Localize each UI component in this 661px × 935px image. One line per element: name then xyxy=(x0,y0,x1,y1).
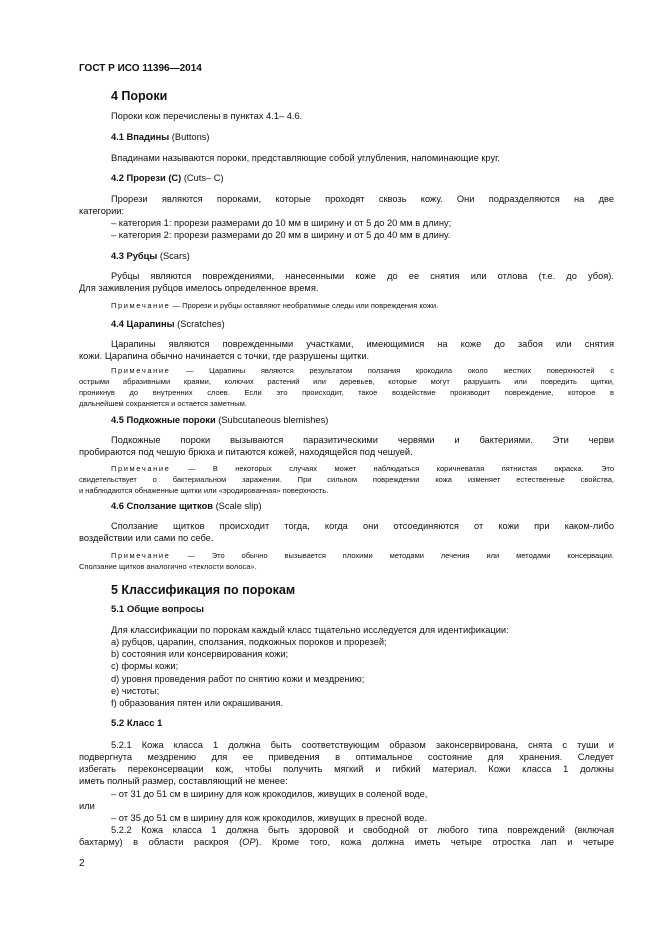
subsection-4-4-heading xyxy=(111,318,225,330)
subsection-number: 4.4 Царапины xyxy=(111,319,175,329)
note xyxy=(111,301,438,311)
subsection-english: (Subcutaneous blemishes) xyxy=(215,415,329,425)
subsection-5-1-title: 5.1 Общие вопросы xyxy=(111,604,205,615)
paragraph: Для классификации по порокам каждый класс тщательно исследуется для идентификации: xyxy=(111,625,509,635)
list-item: – категория 2: прорези размерами до 20 мм в ширину и от 5 до 40 мм в длину. xyxy=(111,230,451,240)
subsection-number: 4.5 Подкожные пороки xyxy=(111,415,216,425)
paragraph-line: категории: xyxy=(79,206,125,216)
subsection-4-6-heading xyxy=(111,500,262,512)
text-fragment: ). Кроме того, кожа должна иметь четыре отростка лап и четыре xyxy=(255,837,614,847)
subsection-number: 4.6 Сползание щитков xyxy=(111,501,213,511)
subsection-english: (Scars) xyxy=(157,251,190,261)
paragraph: Впадинами называются пороки, представляющие собой углубления, напоминающие круг. xyxy=(111,153,500,163)
paragraph-line: 5.2.1 Кожа класса 1 должна быть соответствующим образом законсервирована, снята с туши и xyxy=(111,740,614,750)
note-line xyxy=(111,551,614,561)
paragraph-line: пробираются под чешую брюха и питаются кожей, находящейся под чешуей. xyxy=(79,447,413,457)
note-line: Сползание щитков аналогично «теклости волоса». xyxy=(79,562,257,571)
paragraph-line: Для заживления рубцов имелось определенное время. xyxy=(79,283,319,293)
subsection-number: 4.1 Впадины xyxy=(111,132,170,142)
subsection-4-2-heading xyxy=(111,172,224,184)
text-fragment: бахтарму) в области раскроя ( xyxy=(79,837,243,847)
paragraph-line: воздействии или сами по себе. xyxy=(79,533,214,543)
subsection-5-2-title: 5.2 Класс 1 xyxy=(111,718,163,729)
list-item: b) состояния или консервирования кожи; xyxy=(111,649,289,659)
note-text: — Это обычно вызывается плохими методами лечения или методами консервации. xyxy=(170,551,614,560)
subsection-4-5-heading xyxy=(111,414,328,426)
list-item: c) формы кожи; xyxy=(111,661,179,671)
paragraph-line: избегать переконсервации кож, чтобы получить мягкий и гибкий материал. Кожи класса 1 должны xyxy=(79,764,614,774)
note-line: дальнейшем сохраняется и остается заметным. xyxy=(79,399,247,408)
note-line xyxy=(111,464,614,474)
note-label: Примечание xyxy=(111,301,171,310)
subsection-number: 4.2 Прорези (С) xyxy=(111,173,182,183)
subsection-english: (Cuts– С) xyxy=(181,173,224,183)
note-label: Примечание xyxy=(111,366,171,375)
paragraph-line: Рубцы являются повреждениями, нанесенными коже до ее снятия или отлова (т.е. до убоя). xyxy=(111,271,614,281)
subsection-4-1-heading xyxy=(111,131,210,143)
paragraph-line: Подкожные пороки вызываются паразитическими червями и бактериями. Эти черви xyxy=(111,435,614,445)
subsection-english: (Scratches) xyxy=(174,319,225,329)
document-header: ГОСТ Р ИСО 11396—2014 xyxy=(79,63,202,74)
paragraph-line: Сползание щитков происходит тогда, когда они отсоединяются от кожи при каком-либо xyxy=(111,521,614,531)
paragraph-line: иметь полный размер, составляющий не менее: xyxy=(79,776,288,786)
note-label: Примечание xyxy=(111,551,171,560)
note-line: свидетельствует о бактериальном заражении. При сильном повреждении кожа изменяет естественные свойства, xyxy=(79,475,614,484)
list-item: – категория 1: прорези размерами до 10 мм в ширину и от 5 до 20 мм в длину; xyxy=(111,218,452,228)
section-5-title: 5 Классификация по порокам xyxy=(111,583,296,597)
page-number: 2 xyxy=(79,858,85,869)
note-text: — Царапины являются результатом ползания крокодила около жестких поверхностей с xyxy=(170,366,614,375)
list-item: d) уровня проведения работ по снятию кожи и мездрению; xyxy=(111,674,365,684)
text-italic: ОР xyxy=(242,837,256,847)
list-item: a) рубцов, царапин, сползания, подкожных пороков и прорезей; xyxy=(111,637,387,647)
note-line xyxy=(111,366,614,376)
list-item: – от 35 до 51 см в ширину для кож крокодилов, живущих в пресной воде. xyxy=(111,813,428,823)
paragraph-line: Прорези являются пороками, которые проходят сквозь кожу. Они подразделяются на две xyxy=(111,194,614,204)
subsection-number: 4.3 Рубцы xyxy=(111,251,158,261)
subsection-english: (Buttons) xyxy=(169,132,210,142)
paragraph-line: подвергнута мездрению для ее приведения в оптимальное состояние для хранения. Следует xyxy=(79,752,614,762)
paragraph-line: кожи. Царапина обычно начинается с точки, где разрушены щитки. xyxy=(79,351,370,361)
paragraph-line xyxy=(79,836,614,848)
note-line: проникнув до внутренних слоев. Если это происходит, такое воздействие производит повреждение, которое в xyxy=(79,388,614,397)
note-line: острыми абразивными краями, колючих растений или деревьев, которые могут разрушить или повредить щитки, xyxy=(79,377,614,386)
note-line: и наблюдаются обнаженные щитки или «эродированная» поверхность. xyxy=(79,486,329,495)
list-item: e) чистоты; xyxy=(111,686,160,696)
section-4-title: 4 Пороки xyxy=(111,89,168,103)
section-4-intro: Пороки кож перечислены в пунктах 4.1– 4.6. xyxy=(111,111,303,121)
conjunction: или xyxy=(79,801,95,811)
list-item: – от 31 до 51 см в ширину для кож крокодилов, живущих в соленой воде, xyxy=(111,789,428,799)
note-text: — В некоторых случаях может наблюдаться коричневатая пятнистая окраска. Это xyxy=(170,464,614,473)
paragraph-line: Царапины являются поврежденными участками, имеющимися на коже до забоя или снятия xyxy=(111,339,614,349)
note-label: Примечание xyxy=(111,464,171,473)
list-item: f) образования пятен или окрашивания. xyxy=(111,698,283,708)
subsection-english: (Scale slip) xyxy=(212,501,262,511)
subsection-4-3-heading xyxy=(111,250,190,262)
paragraph-line: 5.2.2 Кожа класса 1 должна быть здоровой и свободной от любого типа повреждений (включая xyxy=(111,825,614,835)
note-text: — Прорези и рубцы оставляют необратимые следы или повреждения кожи. xyxy=(170,301,439,310)
